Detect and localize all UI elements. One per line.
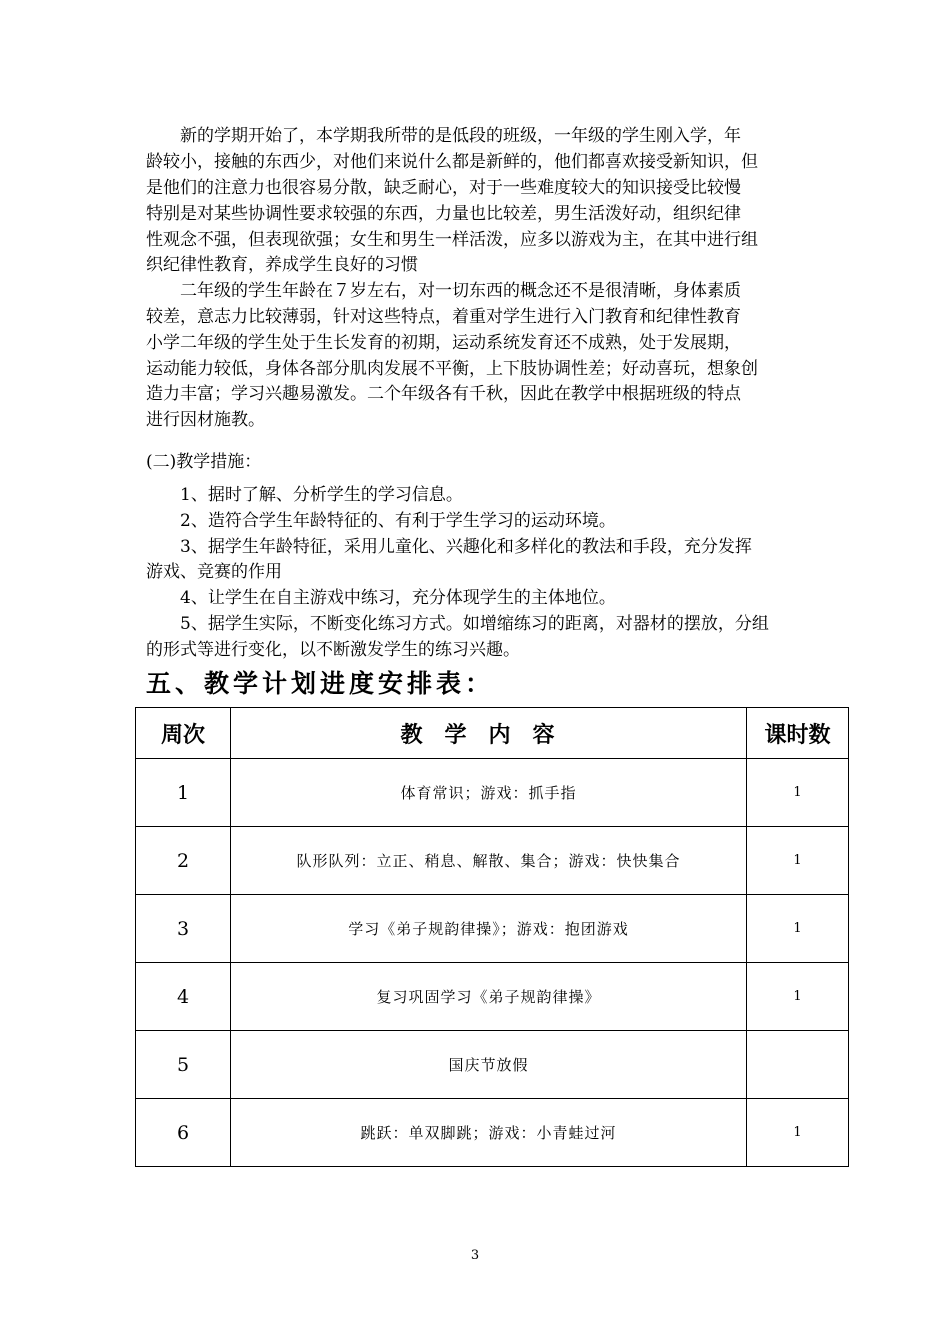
hours-cell [747, 1031, 849, 1099]
paragraph-line: 性观念不强，但表现欲强；女生和男生一样活泼，应多以游戏为主，在其中进行组 [146, 230, 758, 250]
table-row [136, 827, 849, 895]
measure-line: 的形式等进行变化，以不断激发学生的练习兴趣。 [146, 640, 520, 660]
table-row [136, 963, 849, 1031]
measure-line: 4、让学生在自主游戏中练习，充分体现学生的主体地位。 [146, 588, 616, 608]
measure-line: 1、据时了解、分析学生的学习信息。 [146, 485, 463, 505]
week-cell: 1 [136, 759, 231, 827]
paragraph-line: 造力丰富；学习兴趣易激发。二个年级各有千秋，因此在教学中根据班级的特点 [146, 384, 741, 404]
table-row [136, 759, 849, 827]
paragraph-line: 新的学期开始了，本学期我所带的是低段的班级，一年级的学生刚入学，年 [146, 126, 741, 146]
table-row [136, 1031, 849, 1099]
week-cell: 6 [136, 1099, 231, 1167]
paragraph-line: 小学二年级的学生处于生长发育的初期，运动系统发育还不成熟，处于发展期， [146, 333, 741, 353]
measure-line: 2、造符合学生年龄特征的、有利于学生学习的运动环境。 [146, 511, 616, 531]
header-content-label: 教学内容 [400, 722, 577, 748]
hours-cell: 1 [747, 759, 849, 827]
content-cell: 学习《弟子规韵律操》；游戏：抱团游戏 [231, 895, 747, 963]
paragraph-line: 进行因材施教。 [146, 410, 265, 430]
week-cell: 2 [136, 827, 231, 895]
paragraph-line: 运动能力较低，身体各部分肌肉发展不平衡，上下肢协调性差；好动喜玩，想象创 [146, 359, 758, 379]
table-row [136, 895, 849, 963]
content-cell: 队形队列：立正、稍息、解散、集合；游戏：快快集合 [231, 827, 747, 895]
content-cell: 跳跃：单双脚跳；游戏：小青蛙过河 [231, 1099, 747, 1167]
header-hours: 课时数 [747, 708, 849, 759]
paragraph-line: 织纪律性教育，养成学生良好的习惯 [146, 255, 418, 275]
table-header-row [136, 708, 849, 759]
paragraph-line: 较差，意志力比较薄弱，针对这些特点，着重对学生进行入门教育和纪律性教育 [146, 307, 741, 327]
teaching-schedule-table [135, 707, 849, 1167]
measure-line: 游戏、竞赛的作用 [146, 562, 282, 582]
hours-cell: 1 [747, 895, 849, 963]
week-cell: 5 [136, 1031, 231, 1099]
section-heading: 五、教学计划进度安排表： [146, 669, 495, 698]
page-number: 3 [470, 1248, 480, 1263]
week-cell: 4 [136, 963, 231, 1031]
measure-line: 3、据学生年龄特征，采用儿童化、兴趣化和多样化的教法和手段，充分发挥 [146, 537, 752, 557]
content-cell: 国庆节放假 [231, 1031, 747, 1099]
hours-cell: 1 [747, 1099, 849, 1167]
measure-line: 5、据学生实际，不断变化练习方式。如增缩练习的距离，对器材的摆放，分组 [146, 614, 769, 634]
content-cell: 复习巩固学习《弟子规韵律操》 [231, 963, 747, 1031]
paragraph-line: 特别是对某些协调性要求较强的东西，力量也比较差，男生活泼好动，组织纪律 [146, 204, 741, 224]
paragraph-line: 是他们的注意力也很容易分散，缺乏耐心，对于一些难度较大的知识接受比较慢 [146, 178, 741, 198]
content-cell: 体育常识；游戏：抓手指 [231, 759, 747, 827]
measures-title: (二)教学措施： [146, 452, 262, 472]
hours-cell: 1 [747, 827, 849, 895]
week-cell: 3 [136, 895, 231, 963]
paragraph-line: 二年级的学生年龄在７岁左右，对一切东西的概念还不是很清晰，身体素质 [146, 281, 741, 301]
paragraph-line: 龄较小，接触的东西少，对他们来说什么都是新鲜的，他们都喜欢接受新知识，但 [146, 152, 758, 172]
table-row [136, 1099, 849, 1167]
hours-cell: 1 [747, 963, 849, 1031]
header-content [231, 708, 747, 759]
header-week: 周次 [136, 708, 231, 759]
